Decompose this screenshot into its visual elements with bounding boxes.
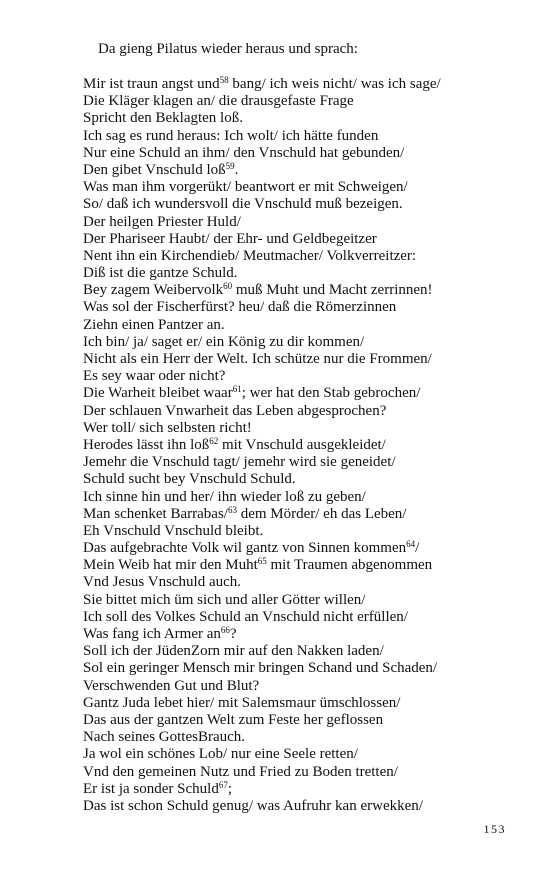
verse-text: Was man ihm vorgerükt/ beantwort er mit Schweigen/ <box>83 179 408 196</box>
verse-line <box>83 299 441 316</box>
verse-text: Ich sag es rund heraus: Ich wolt/ ich hätte funden <box>83 127 379 144</box>
verse-text: bang/ ich weis nicht/ was ich sage/ <box>228 76 441 92</box>
verse-text: Was fang ich Armer an <box>83 626 221 642</box>
verse-text: Ich sinne hin und her/ ihn wieder loß zu geben/ <box>83 488 366 505</box>
verse-text: Verschwenden Gut und Blut? <box>83 677 260 694</box>
footnote-marker: 58 <box>219 75 229 85</box>
verse-line <box>83 145 441 162</box>
verse-text: Das aufgebrachte Volk wil gantz von Sinnen kommen <box>83 540 407 557</box>
verse-line <box>83 798 441 815</box>
verse-text: Sol ein geringer Mensch mir bringen Schand und Schaden/ <box>83 660 438 677</box>
verse-line <box>83 76 441 93</box>
verse-text: Nach seines GottesBrauch. <box>83 729 246 746</box>
verse-line <box>83 695 441 712</box>
verse-text: Mir ist traun angst und <box>83 76 220 92</box>
verse-line <box>83 317 441 334</box>
verse-text: Ja wol ein schönes Lob/ nur eine Seele retten/ <box>83 746 358 763</box>
verse-line <box>83 214 441 231</box>
verse-line <box>83 437 441 454</box>
verse-line <box>83 196 441 213</box>
verse-line <box>83 643 441 660</box>
verse-line <box>83 454 441 471</box>
verse-block <box>83 76 441 815</box>
verse-text: . <box>234 161 239 178</box>
verse-line <box>83 334 441 351</box>
verse-line <box>83 231 441 248</box>
verse-text: Der schlauen Vnwarheit das Leben abgesprochen? <box>83 402 387 419</box>
verse-line <box>83 265 441 282</box>
verse-text: Eh Vnschuld Vnschuld bleibt. <box>83 522 264 539</box>
verse-text: Nicht als ein Herr der Welt. Ich schütze nur die Frommen/ <box>83 351 432 367</box>
verse-line <box>83 678 441 695</box>
verse-text: Mein Weib hat mir den Muht <box>83 557 258 574</box>
verse-text: Wer toll/ sich selbsten richt! <box>83 419 252 436</box>
verse-text: Die Kläger klagen an/ die drausgefaste Frage <box>83 93 354 110</box>
verse-text: muß Muht und Macht zerrinnen! <box>232 282 433 299</box>
verse-line <box>83 781 441 798</box>
verse-text: mit Vnschuld ausgekleidet/ <box>218 436 386 453</box>
verse-line <box>83 179 441 196</box>
verse-text: Man schenket Barrabas/ <box>83 505 228 522</box>
verse-line <box>83 385 441 402</box>
verse-text: Schuld sucht bey Vnschuld Schuld. <box>83 471 296 488</box>
stage-direction: Da gieng Pilatus wieder heraus und sprach: <box>98 41 358 57</box>
verse-line <box>83 626 441 643</box>
footnote-marker: 66 <box>220 625 230 635</box>
verse-text: dem Mörder/ eh das Leben/ <box>236 505 407 522</box>
verse-line <box>83 609 441 626</box>
verse-text: Nur eine Schuld an ihm/ den Vnschuld hat gebunden/ <box>83 144 405 161</box>
verse-text: Sie bittet mich üm sich und aller Götter willen/ <box>83 591 366 608</box>
verse-line <box>83 403 441 420</box>
verse-line <box>83 506 441 523</box>
verse-line <box>83 712 441 729</box>
verse-text: mit Traumen abgenommen <box>266 557 433 574</box>
footnote-marker: 60 <box>223 281 233 292</box>
footnote-marker: 65 <box>257 556 267 567</box>
verse-line <box>83 540 441 557</box>
verse-text: Herodes lässt ihn loß <box>83 436 210 453</box>
verse-text: Ziehn einen Pantzer an. <box>83 316 225 333</box>
verse-text: Das aus der gantzen Welt zum Feste her geflossen <box>83 711 384 728</box>
footnote-marker: 59 <box>225 160 235 171</box>
verse-text: Diß ist die gantze Schuld. <box>83 265 238 282</box>
verse-text: ; wer hat den Stab gebrochen/ <box>241 385 421 402</box>
verse-line <box>83 592 441 609</box>
verse-line <box>83 557 441 574</box>
verse-line <box>83 729 441 746</box>
verse-line <box>83 764 441 781</box>
verse-line <box>83 93 441 110</box>
verse-text: Nent ihn ein Kirchendieb/ Meutmacher/ Volkverreitzer: <box>83 247 417 264</box>
verse-text: Ich bin/ ja/ saget er/ ein König zu dir kommen/ <box>83 333 365 350</box>
verse-text: So/ daß ich wundersvoll die Vnschuld muß bezeigen. <box>83 196 403 213</box>
verse-text: Es sey waar oder nicht? <box>83 368 226 385</box>
verse-line <box>83 162 441 179</box>
verse-text: Ich soll des Volkes Schuld an Vnschuld nicht erfüllen/ <box>83 608 408 625</box>
verse-line <box>83 523 441 540</box>
verse-text: Jemehr die Vnschuld tagt/ jemehr wird sie geneidet/ <box>83 454 396 471</box>
verse-text: Spricht den Beklagten loß. <box>83 110 243 127</box>
verse-text: Gantz Juda lebet hier/ mit Salemsmaur ümschlossen/ <box>83 694 401 711</box>
verse-text: Den gibet Vnschuld loß <box>83 161 226 178</box>
footnote-marker: 67 <box>218 779 228 790</box>
verse-line <box>83 420 441 437</box>
verse-text: Die Warheit bleibet waar <box>83 385 233 402</box>
page-number: 153 <box>483 822 506 836</box>
verse-line <box>83 574 441 591</box>
verse-text: Er ist ja sonder Schuld <box>83 780 219 797</box>
verse-line <box>83 746 441 763</box>
verse-line <box>83 351 441 368</box>
verse-line <box>83 471 441 488</box>
verse-line <box>83 660 441 677</box>
footnote-marker: 63 <box>227 504 237 515</box>
footnote-marker: 64 <box>406 539 416 550</box>
verse-text: Soll ich der JüdenZorn mir auf den Nakken laden/ <box>83 643 384 660</box>
verse-line <box>83 282 441 299</box>
verse-line <box>83 110 441 127</box>
verse-line <box>83 128 441 145</box>
verse-line <box>83 248 441 265</box>
footnote-marker: 62 <box>209 435 219 446</box>
verse-text: Was sol der Fischerfürst? heu/ daß die Römerzinnen <box>83 299 397 316</box>
verse-text: ; <box>227 780 232 797</box>
verse-text: Das ist schon Schuld genug/ was Aufruhr kan erwekken/ <box>83 797 423 814</box>
verse-text: Der heilgen Priester Huld/ <box>83 213 241 230</box>
footnote-marker: 61 <box>232 384 242 395</box>
verse-text: ? <box>229 626 237 642</box>
verse-text: / <box>415 540 420 557</box>
verse-line <box>83 368 441 385</box>
verse-text: Vnd den gemeinen Nutz und Fried zu Boden tretten/ <box>83 763 398 780</box>
verse-text: Der Phariseer Haubt/ der Ehr- und Geldbegeitzer <box>83 230 377 247</box>
verse-text: Bey zagem Weibervolk <box>83 282 224 299</box>
verse-text: Vnd Jesus Vnschuld auch. <box>83 574 242 591</box>
verse-line <box>83 489 441 506</box>
